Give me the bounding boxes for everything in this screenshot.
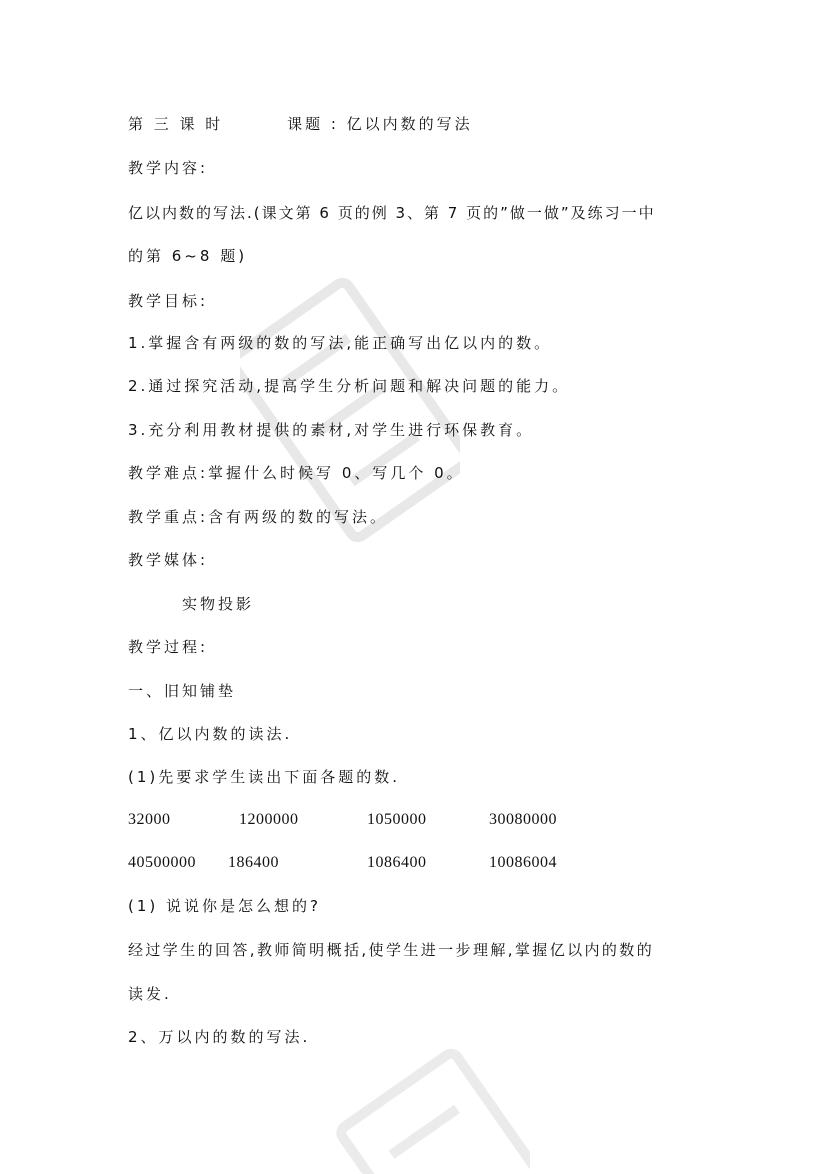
section-heading-content: 教学内容: [128, 159, 209, 177]
difficulty-text: 教学难点:掌握什么时候写 0、写几个 0。 [128, 464, 465, 482]
lesson-period: 第 三 课 时 [128, 115, 224, 133]
process-step-heading: 一、旧知铺垫 [128, 682, 237, 700]
process-text-line: 经过学生的回答,教师简明概括,使学生进一步理解,掌握亿以内的数的 [128, 941, 655, 959]
process-substep: 2、万以内的数的写法. [128, 1028, 311, 1046]
number-value: 32000 [128, 811, 171, 828]
number-value: 186400 [228, 854, 279, 871]
number-value: 10086004 [489, 854, 557, 871]
section-heading-media: 教学媒体: [128, 551, 209, 569]
number-value: 1086400 [367, 854, 427, 871]
number-value: 30080000 [489, 811, 557, 828]
process-substep: 1、亿以内数的读法. [128, 725, 293, 743]
content-text-line: 亿以内数的写法.(课文第 6 页的例 3、第 7 页的”做一做”及练习一中 [128, 204, 656, 222]
goal-item: 1.掌握含有两级的数的写法,能正确写出亿以内的数。 [128, 334, 553, 352]
number-value: 1050000 [367, 811, 427, 828]
content-text-line: 的第 6~8 题) [128, 247, 248, 265]
goal-item: 2.通过探究活动,提高学生分析问题和解决问题的能力。 [128, 377, 571, 395]
watermark-stamp [330, 1040, 530, 1174]
key-point-text: 教学重点:含有两级的数的写法。 [128, 508, 389, 526]
section-heading-goals: 教学目标: [128, 292, 209, 310]
goal-item: 3.充分利用教材提供的素材,对学生进行环保教育。 [128, 421, 535, 439]
lesson-topic: 课题 : 亿以内数的写法 [287, 115, 473, 133]
number-value: 40500000 [128, 854, 196, 871]
media-item: 实物投影 [182, 595, 255, 613]
process-question: (1) 说说你是怎么想的? [128, 897, 321, 915]
process-text-line: 读发. [128, 985, 172, 1003]
process-instruction: (1)先要求学生读出下面各题的数. [128, 768, 401, 786]
number-value: 1200000 [239, 811, 299, 828]
section-heading-process: 教学过程: [128, 638, 209, 656]
page-title [128, 114, 473, 134]
